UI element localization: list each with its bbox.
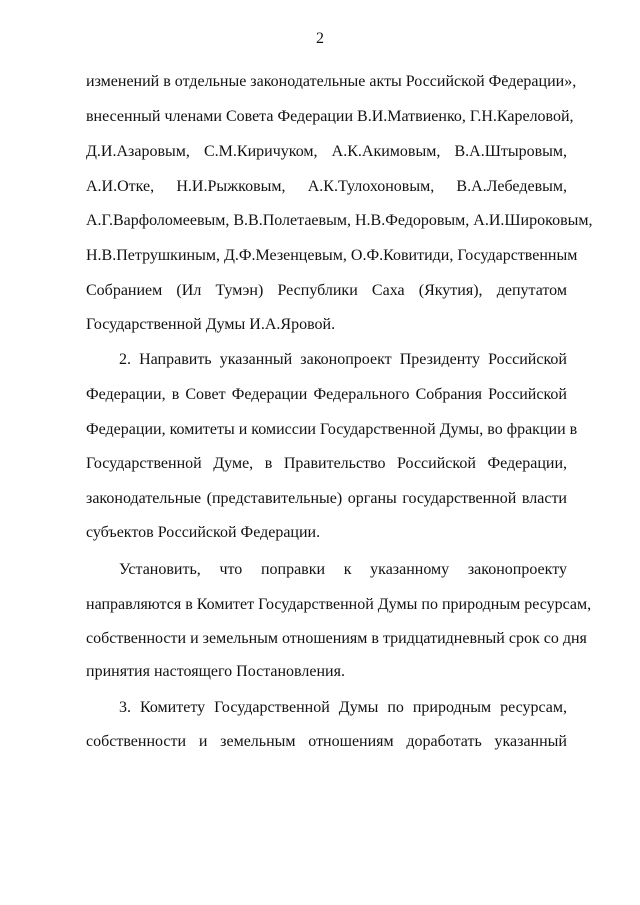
- text-line: Федерации, в Совет Федерации Федерального Собрания Российской: [86, 386, 567, 403]
- text-line: А.Г.Варфоломеевым, В.В.Полетаевым, Н.В.Федоровым, А.И.Широковым,: [86, 212, 593, 229]
- paragraph-3-start: 3. Комитету Государственной Думы по природным ресурсам,: [119, 699, 567, 716]
- text-line: внесенный членами Совета Федерации В.И.Матвиенко, Г.Н.Кареловой,: [86, 108, 574, 125]
- text-line: Д.И.Азаровым, С.М.Киричуком, А.К.Акимовым, В.А.Штыровым,: [86, 143, 567, 160]
- page-number: 2: [316, 30, 324, 47]
- text-line: Федерации, комитеты и комиссии Государственной Думы, во фракции в: [86, 421, 578, 438]
- text-line: направляются в Комитет Государственной Думы по природным ресурсам,: [86, 596, 592, 613]
- paragraph-amendments-start: Установить, что поправки к указанному законопроекту: [119, 561, 567, 578]
- text-line: принятия настоящего Постановления.: [86, 663, 345, 680]
- text-line: законодательные (представительные) органы государственной власти: [86, 490, 567, 507]
- text-line: Государственной Думы И.А.Яровой.: [86, 316, 336, 333]
- text-line: собственности и земельным отношениям в тридцатидневный срок со дня: [86, 630, 587, 647]
- text-line: изменений в отдельные законодательные акты Российской Федерации»,: [86, 73, 577, 90]
- text-line: собственности и земельным отношениям доработать указанный: [86, 733, 567, 750]
- text-line: субъектов Российской Федерации.: [86, 524, 321, 541]
- paragraph-2-start: 2. Направить указанный законопроект Президенту Российской: [119, 351, 567, 368]
- text-line: Государственной Думе, в Правительство Российской Федерации,: [86, 455, 567, 472]
- text-line: Н.В.Петрушкиным, Д.Ф.Мезенцевым, О.Ф.Ковитиди, Государственным: [86, 247, 578, 264]
- text-line: А.И.Отке, Н.И.Рыжковым, А.К.Тулохоновым, В.А.Лебедевым,: [86, 178, 567, 195]
- text-line: Собранием (Ил Тумэн) Республики Саха (Якутия), депутатом: [86, 282, 567, 299]
